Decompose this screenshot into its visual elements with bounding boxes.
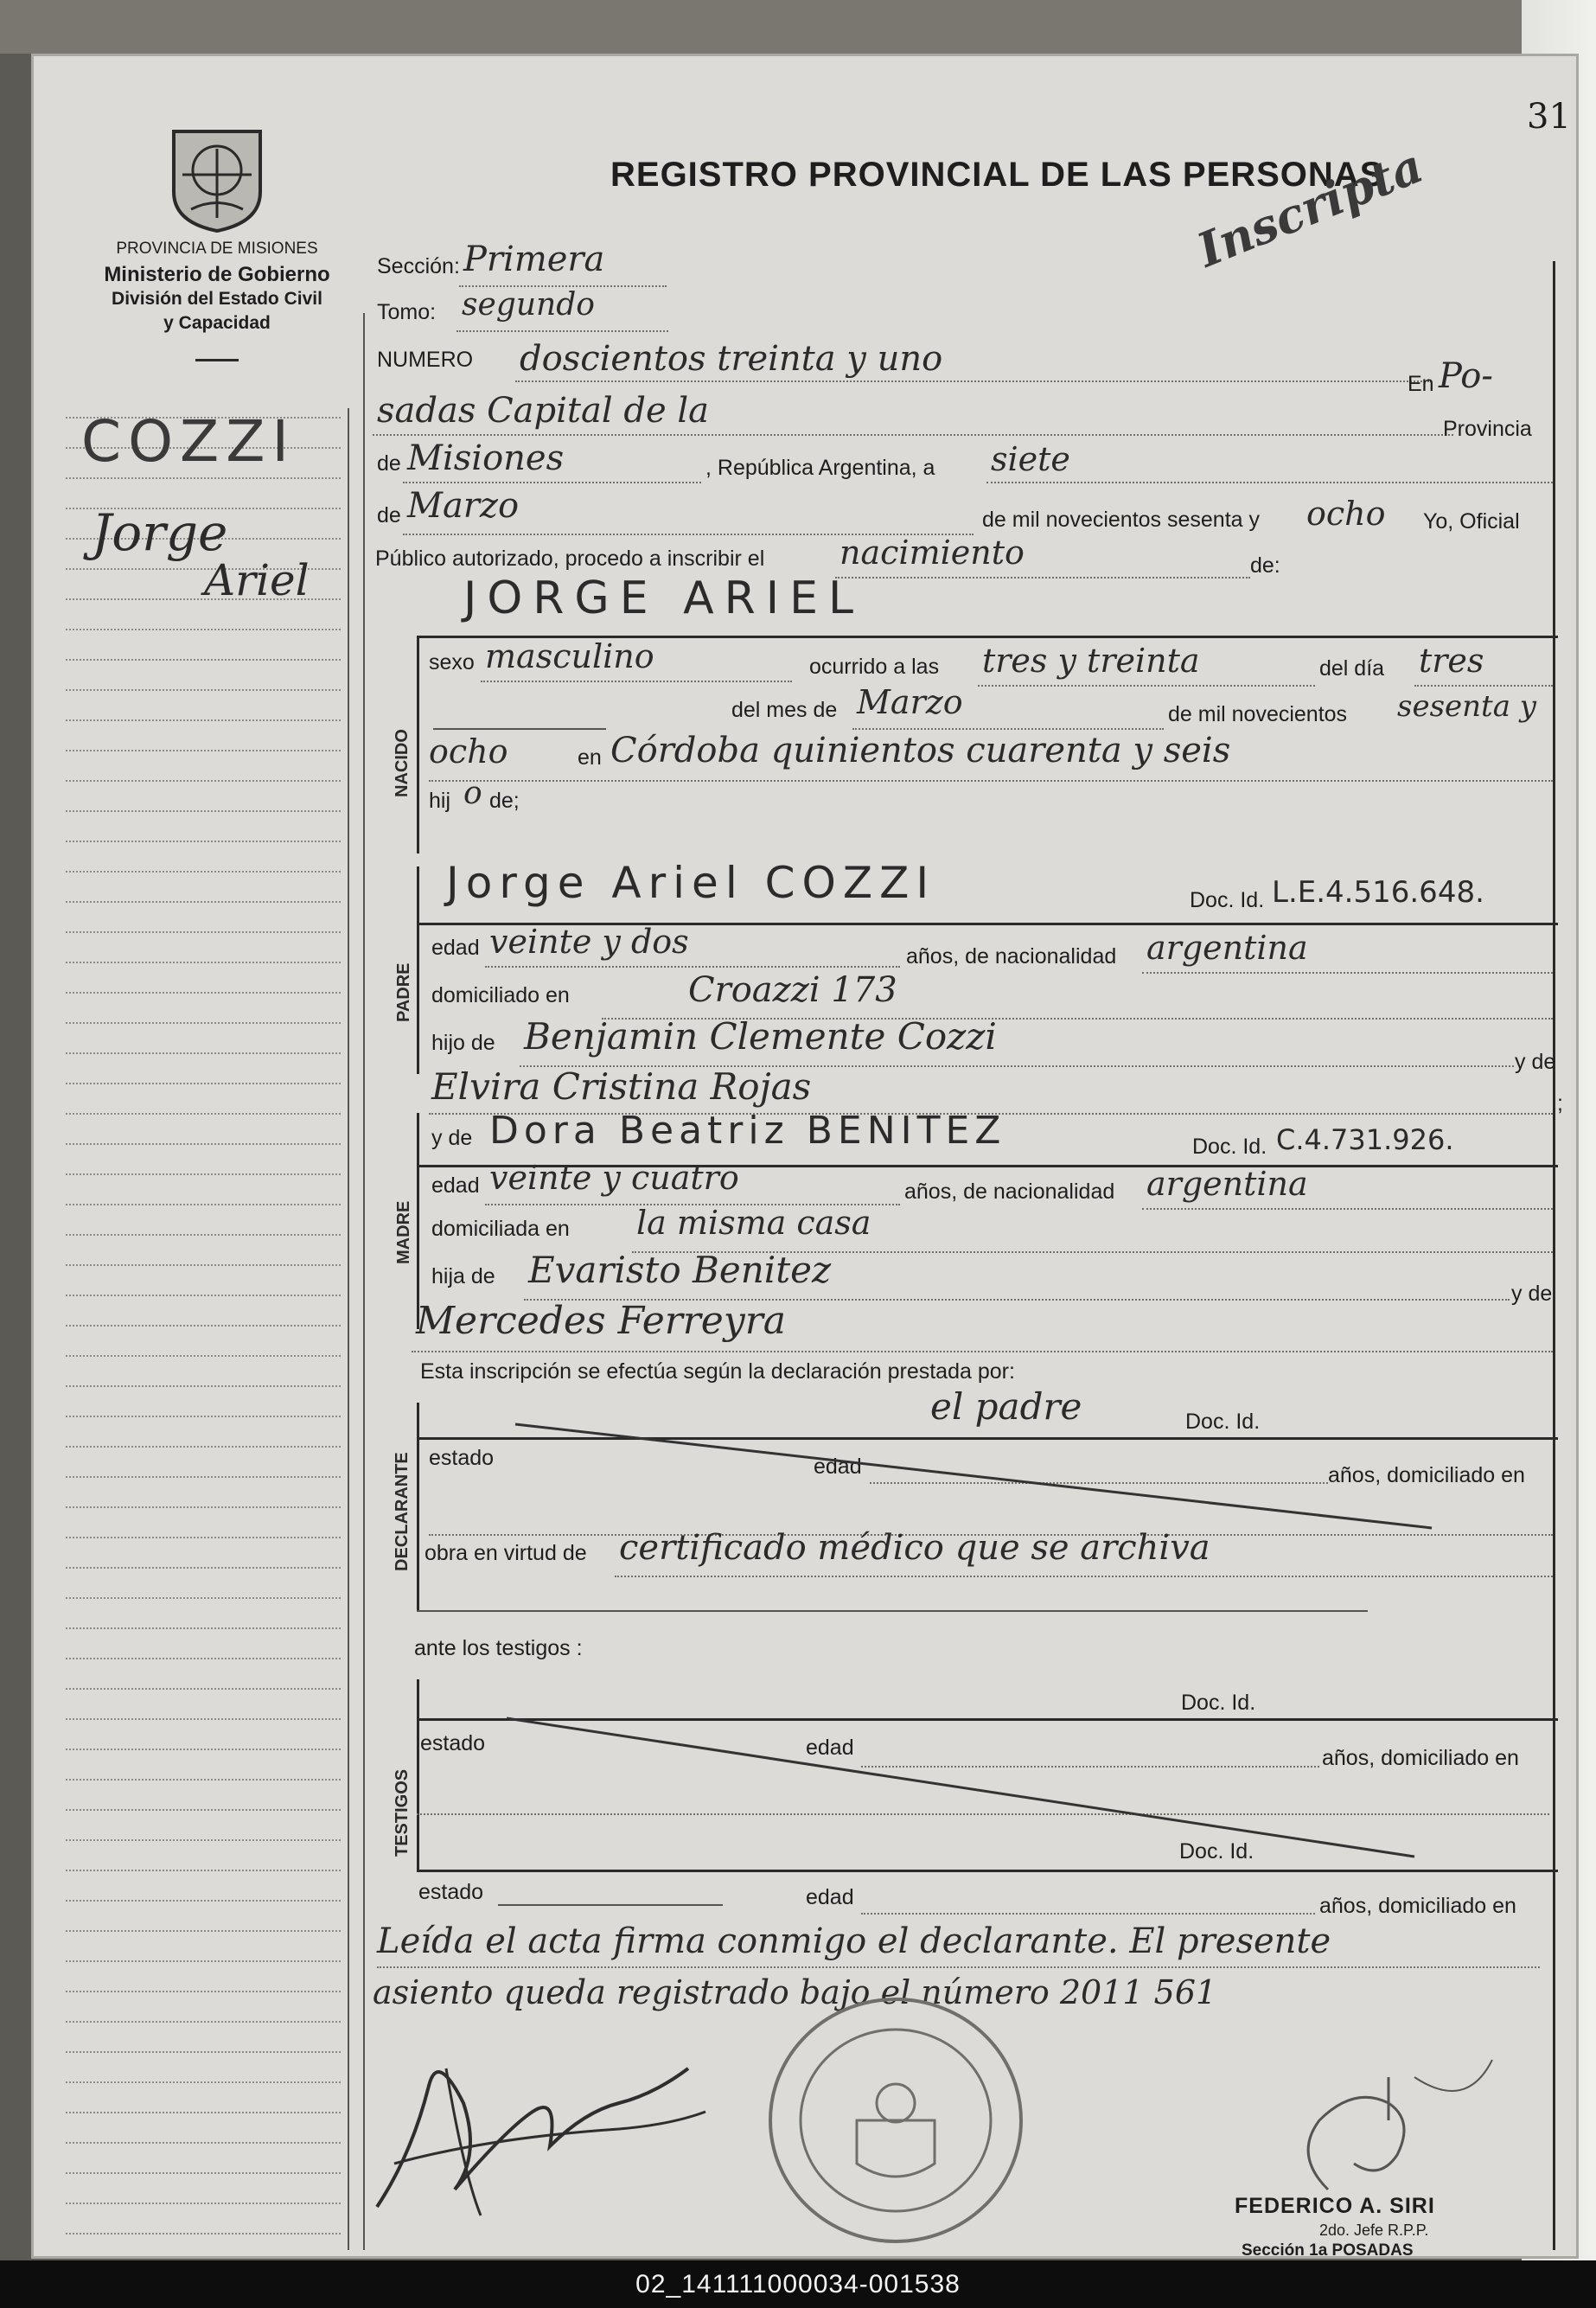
de-label: de — [377, 451, 401, 476]
declarante-doc-label: Doc. Id. — [1185, 1410, 1261, 1434]
lugar-en-label: en — [578, 745, 602, 770]
madre-doc: C.4.731.926. — [1276, 1123, 1454, 1156]
padre-section-label: PADRE — [394, 962, 413, 1022]
right-signature-icon — [1259, 2025, 1518, 2215]
testigos-intro: ante los testigos : — [414, 1636, 583, 1660]
declarante-name: el padre — [930, 1385, 1082, 1428]
testigos-anios2-label: años, domiciliado en — [1319, 1894, 1516, 1918]
padre-domicilio-label: domiciliado en — [431, 983, 570, 1007]
en-value: Po- — [1439, 356, 1493, 396]
madre-section-label: MADRE — [394, 1200, 413, 1264]
org-line3: División del Estado Civil — [112, 289, 322, 309]
madre-hija-label: hija de — [431, 1264, 495, 1288]
dia-value: tres — [1419, 642, 1484, 680]
nacido-section-label: NACIDO — [393, 729, 412, 797]
anio-label: de mil novecientos — [1168, 702, 1348, 726]
page-number: 31 — [1527, 97, 1571, 137]
declarante-intro: Esta inscripción se efectúa según la declaración prestada por: — [420, 1359, 1015, 1384]
sexo-value: masculino — [485, 637, 654, 675]
padre-edad: veinte y dos — [489, 923, 689, 961]
hora-value: tres y treinta — [982, 642, 1200, 680]
month-value: Marzo — [407, 486, 520, 526]
act-type: nacimiento — [839, 534, 1025, 572]
padre-semicolon: ; — [1557, 1091, 1563, 1116]
republica-label: , República Argentina, a — [705, 456, 935, 480]
declarante-obra: certificado médico que se archiva — [619, 1528, 1210, 1568]
madre-name: Dora Beatriz BENITEZ — [489, 1109, 1006, 1153]
official-section: Sección 1a POSADAS — [1242, 2241, 1414, 2259]
padre-domicilio: Croazzi 173 — [688, 970, 897, 1010]
day-value: siete — [991, 440, 1070, 478]
anio2-value: ocho — [429, 732, 508, 770]
testigos-anios1-label: años, domiciliado en — [1322, 1746, 1519, 1770]
madre-domicilio-label: domiciliada en — [431, 1217, 570, 1241]
provincia-label: Provincia — [1443, 417, 1532, 441]
padre-edad-label: edad — [431, 936, 480, 960]
margin-given1: Jorge — [92, 503, 228, 562]
de2-label: de — [377, 503, 401, 527]
province-value: Misiones — [407, 438, 565, 478]
padre-doc-label: Doc. Id. — [1190, 888, 1265, 912]
declarante-section-label: DECLARANTE — [393, 1452, 412, 1571]
numero-value: doscientos treinta y uno — [520, 339, 943, 379]
footer-id: 02_141111000034-001538 — [0, 2260, 1596, 2308]
madre-yde2-label: y de — [1511, 1282, 1553, 1306]
seccion-label: Sección: — [377, 254, 460, 278]
org-line1: PROVINCIA DE MISIONES — [116, 240, 318, 258]
madre-doc-label: Doc. Id. — [1192, 1135, 1267, 1159]
certificate-sheet — [31, 54, 1579, 2259]
inscripta-stamp: Inscripta — [1190, 137, 1431, 278]
padre-nacionalidad: argentina — [1146, 929, 1308, 967]
declarante-estado-label: estado — [429, 1446, 495, 1470]
closing-line1-rule — [377, 1966, 1540, 1968]
seccion-value: Primera — [463, 240, 605, 279]
numero-label: NUMERO — [377, 348, 474, 372]
mes-label: del mes de — [731, 698, 838, 722]
official-name: FEDERICO A. SIRI — [1235, 2194, 1435, 2218]
tomo-value: segundo — [462, 287, 595, 323]
declarante-obra-label: obra en virtud de — [425, 1541, 587, 1565]
hij-label: hij — [429, 789, 451, 813]
tomo-label: Tomo: — [377, 300, 437, 324]
yo-label: Yo, Oficial — [1423, 509, 1520, 534]
madre-edad: veinte y cuatro — [489, 1159, 739, 1197]
padre-yde-label: y de — [1515, 1050, 1556, 1074]
hij-suffix: o — [463, 776, 482, 811]
lugar-value: Córdoba quinientos cuarenta y seis — [610, 731, 1231, 770]
madre-padre-de: Evaristo Benitez — [528, 1249, 832, 1291]
publico-label: Público autorizado, procedo a inscribir el — [375, 547, 765, 571]
madre-edad-label: edad — [431, 1173, 480, 1198]
testigos-doc2-label: Doc. Id. — [1179, 1839, 1254, 1864]
background-top — [0, 0, 1596, 54]
declarante-anios-label: años, domiciliado en — [1328, 1463, 1525, 1487]
anio-value: sesenta y — [1397, 689, 1536, 724]
year-label: de mil novecientos sesenta y — [982, 508, 1261, 532]
padre-hijo-label: hijo de — [431, 1031, 495, 1055]
hij-de-label: de; — [489, 789, 520, 813]
testigos-estado2-label: estado — [418, 1880, 484, 1904]
page-title: REGISTRO PROVINCIAL DE LAS PERSONAS — [610, 156, 1384, 194]
padre-madre-de: Elvira Cristina Rojas — [431, 1065, 812, 1108]
nacido-name: JORGE ARIEL — [463, 572, 864, 624]
padre-anios-label: años, de nacionalidad — [906, 944, 1117, 969]
mes-value: Marzo — [857, 683, 963, 721]
madre-domicilio: la misma casa — [636, 1204, 871, 1242]
year-value: ocho — [1306, 495, 1386, 533]
testigos-edad1-label: edad — [806, 1736, 854, 1760]
de3-label: de: — [1250, 553, 1280, 578]
padre-name: Jorge Ariel COZZI — [446, 858, 936, 908]
madre-madre-de: Mercedes Ferreyra — [416, 1299, 786, 1343]
city-cont: sadas Capital de la — [377, 391, 709, 431]
madre-nacionalidad: argentina — [1146, 1165, 1308, 1203]
en-label: En — [1408, 372, 1434, 396]
org-line4: y Capacidad — [163, 313, 271, 333]
margin-surname: COZZI — [81, 408, 296, 475]
ocurrido-label: ocurrido a las — [809, 655, 940, 679]
left-signature-icon — [360, 2034, 723, 2233]
official-title: 2do. Jefe R.P.P. — [1319, 2222, 1429, 2239]
org-line2: Ministerio de Gobierno — [104, 263, 330, 286]
declarante-edad-label: edad — [814, 1454, 862, 1479]
testigos-estado1-label: estado — [420, 1731, 486, 1755]
padre-padre-de: Benjamin Clemente Cozzi — [524, 1015, 997, 1058]
testigos-doc1-label: Doc. Id. — [1181, 1691, 1256, 1715]
sexo-label: sexo — [429, 650, 475, 674]
closing-line1: Leída el acta firma conmigo el declarante. El presente — [377, 1921, 1331, 1961]
testigos-edad2-label: edad — [806, 1885, 854, 1909]
madre-anios-label: años, de nacionalidad — [904, 1180, 1115, 1204]
closing-line2: asiento queda registrado bajo el número 2011 561 — [373, 1973, 1217, 2011]
dia-label: del día — [1319, 656, 1385, 681]
padre-doc: L.E.4.516.648. — [1272, 875, 1484, 910]
official-seal-icon — [757, 1991, 1034, 2250]
margin-given2: Ariel — [204, 555, 310, 605]
testigos-section-label: TESTIGOS — [393, 1768, 412, 1857]
madre-yde-label: y de — [431, 1126, 473, 1150]
